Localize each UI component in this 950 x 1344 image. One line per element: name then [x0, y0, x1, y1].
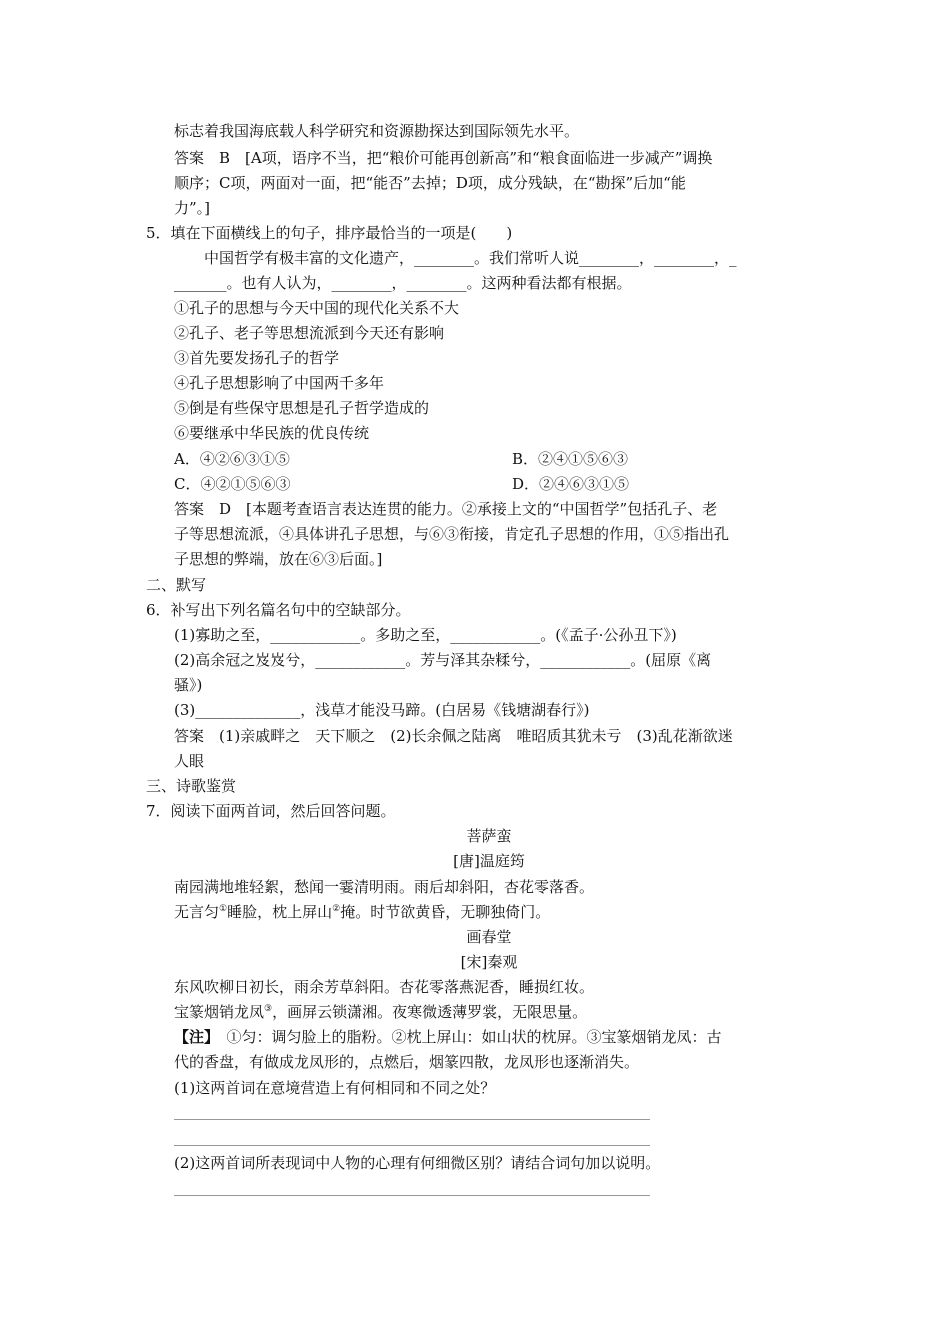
q5-answer-line-2: 子等思想流派，④具体讲孔子思想，与⑥③衔接，肯定孔子思想的作用，①⑤指出孔 [174, 525, 730, 543]
answer-line[interactable] [174, 1195, 650, 1196]
q6-part-2-line-2: 骚》) [174, 676, 203, 694]
q4-tail-text: 标志着我国海底载人科学研究和资源勘探达到国际领先水平。 [174, 122, 580, 140]
q5-option-c: C．④②①⑤⑥③ [174, 475, 291, 493]
q5-option-a: A．④②⑥③①⑤ [174, 450, 290, 468]
q5-answer-line-3: 子思想的弊端，放在⑥③后面。] [174, 550, 383, 568]
q5-item-6: ⑥要继承中华民族的优良传统 [174, 424, 370, 442]
answer-line[interactable] [174, 1145, 650, 1146]
q5-item-4: ④孔子思想影响了中国两千多年 [174, 374, 385, 392]
poem-2-title: 画春堂 [466, 928, 512, 946]
q5-stem: 5．填在下面横线上的句子，排序最恰当的一项是( ) [146, 224, 513, 242]
section-2-heading: 二、默写 [146, 576, 207, 594]
poem-1-author: [唐]温庭筠 [453, 852, 525, 870]
poem-1-line-1: 南园满地堆轻絮，愁闻一霎清明雨。雨后却斜阳，杏花零落香。 [174, 878, 595, 896]
poem-2-line-2: 宝篆烟销龙凤③，画屏云锁潇湘。夜寒微透薄罗裳，无限思量。 [174, 1003, 588, 1021]
notes-line-2: 代的香盘，有做成龙凤形的，点燃后，烟篆四散，龙凤形也逐渐消失。 [174, 1053, 640, 1071]
footnote-2-marker: ② [332, 904, 341, 914]
q6-part-3: (3)______________，浅草才能没马蹄。(白居易《钱塘湖春行》) [174, 701, 590, 719]
poem-1-title: 菩萨蛮 [466, 827, 512, 845]
q6-answer-line-1: 答案 (1)亲戚畔之 天下顺之 (2)长余佩之陆离 唯昭质其犹未亏 (3)乱花渐欲迷 [174, 727, 733, 745]
answer-line[interactable] [174, 1119, 650, 1120]
q6-part-2-line-1: (2)高余冠之岌岌兮，____________。芳与泽其杂糅兮，____________。(屈原《离 [174, 651, 712, 669]
q5-option-d: D．②④⑥③①⑤ [512, 475, 630, 493]
section-3-heading: 三、诗歌鉴赏 [146, 777, 237, 795]
q5-item-3: ③首先要发扬孔子的哲学 [174, 349, 340, 367]
q5-passage-line-1: 中国哲学有极丰富的文化遗产，________。我们常听人说________，________，_ [204, 249, 737, 267]
q6-answer-line-2: 人眼 [174, 752, 205, 770]
q5-item-1: ①孔子的思想与今天中国的现代化关系不大 [174, 299, 460, 317]
q5-passage-line-2: _______。也有人认为，________，________。这两种看法都有根据。 [174, 274, 632, 292]
q5-item-2: ②孔子、老子等思想流派到今天还有影响 [174, 324, 445, 342]
q7-stem: 7．阅读下面两首词，然后回答问题。 [146, 802, 396, 820]
poem-1-line-2: 无言匀①睡脸，枕上屏山②掩。时节欲黄昏，无聊独倚门。 [174, 903, 551, 921]
q7-sub-question-2: (2)这两首词所表现词中人物的心理有何细微区别？请结合词句加以说明。 [174, 1154, 661, 1172]
q6-part-1: (1)寡助之至，____________。多助之至，____________。(《孟子·公孙丑下》) [174, 626, 677, 644]
q4-answer-line-1: 答案 B [A项，语序不当，把“粮价可能再创新高”和“粮食面临进一步减产”调换 [174, 149, 713, 167]
poem-2-author: [宋]秦观 [460, 953, 518, 971]
q5-item-5: ⑤倒是有些保守思想是孔子哲学造成的 [174, 399, 430, 417]
poem-2-line-1: 东风吹柳日初长，雨余芳草斜阳。杏花零落燕泥香，睡损红妆。 [174, 978, 595, 996]
q7-sub-question-1: (1)这两首词在意境营造上有何相同和不同之处？ [174, 1079, 496, 1097]
q4-answer-line-3: 力”。] [174, 199, 211, 217]
notes-label: 【注】 [174, 1028, 212, 1046]
q5-option-b: B．②④①⑤⑥③ [512, 450, 629, 468]
notes-line-1: 【注】 ①匀：调匀脸上的脂粉。②枕上屏山：如山状的枕屏。③宝篆烟销龙凤：古 [174, 1028, 722, 1046]
footnote-1-marker: ① [219, 904, 228, 914]
footnote-3-marker: ③ [264, 1004, 273, 1014]
q5-answer-line-1: 答案 D [本题考查语言表达连贯的能力。②承接上文的“中国哲学”包括孔子、老 [174, 500, 718, 518]
q6-stem: 6．补写出下列名篇名句中的空缺部分。 [146, 601, 411, 619]
q4-answer-line-2: 顺序；C项，两面对一面，把“能否”去掉；D项，成分残缺，在“勘探”后加“能 [174, 174, 686, 192]
